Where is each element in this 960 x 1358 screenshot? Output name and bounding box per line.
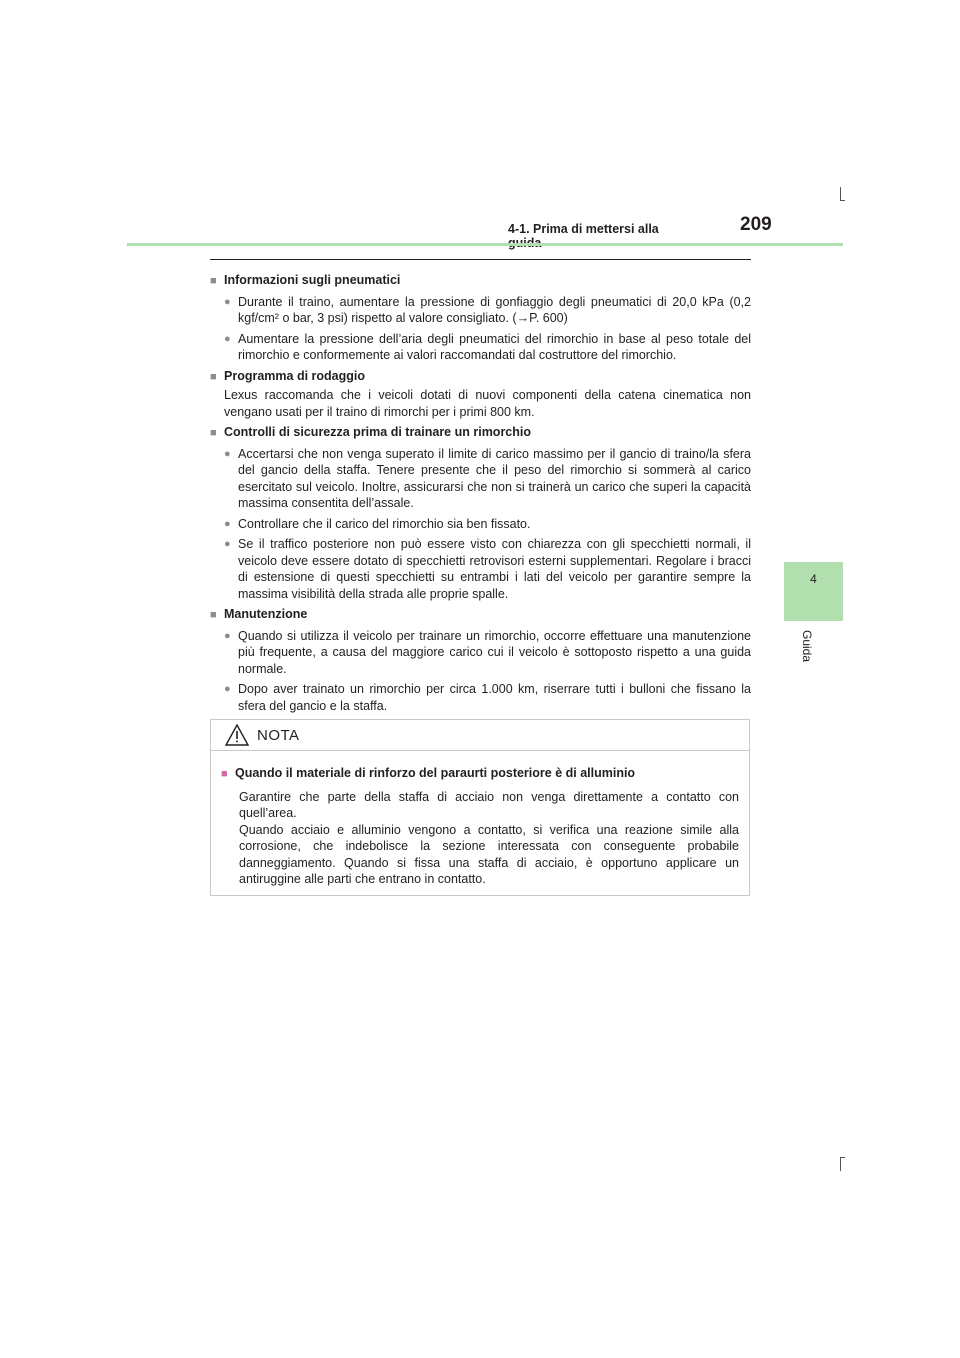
list-item <box>224 294 751 327</box>
section-heading <box>210 606 751 624</box>
round-bullet-icon: ● <box>224 538 231 550</box>
section-title: Controlli di sicurezza prima di trainare un rimorchio <box>224 425 532 439</box>
list-item-text: Se il traffico posteriore non può essere visto con chiarezza con gli specchietti normali, il veicolo deve essere dotato di specchietti retrovisori esterni supplementari. Regolare i bracci di estensione di questi specchietti su entrambi i lati del veicolo per garantire sempre la massima visibilità della strada alle proprie spalle. <box>238 537 751 601</box>
note-header <box>211 720 749 751</box>
crop-mark-top <box>840 187 841 201</box>
list-item <box>224 628 751 678</box>
crop-mark-top-tick <box>840 200 845 201</box>
list-item <box>224 681 751 714</box>
header-section-title: 4-1. Prima di mettersi alla <box>508 222 659 236</box>
note-title: NOTA <box>257 726 300 744</box>
round-bullet-icon: ● <box>224 629 231 642</box>
note-heading <box>221 765 739 783</box>
list-item-text: Durante il traino, aumentare la pressione di gonfiaggio degli pneumatici di 20,0 kPa (0,2 kgf/cm² o bar, 3 psi) rispetto al valore consigliato. (→P. 600) <box>238 294 751 325</box>
round-bullet-icon: ● <box>224 683 231 695</box>
square-bullet-icon: ■ <box>210 275 217 287</box>
chapter-label-text: Guida <box>800 630 814 663</box>
main-content <box>210 268 751 714</box>
section-paragraph: Lexus raccomanda che i veicoli dotati di nuovi componenti della catena cinematica non vengano usati per il traino di rimorchi per i primi 800 km. <box>224 388 751 419</box>
note-heading-text: Quando il materiale di rinforzo del paraurti posteriore è di alluminio <box>235 766 636 780</box>
square-bullet-icon: ■ <box>221 768 228 780</box>
section-heading <box>210 424 751 442</box>
note-body <box>211 751 749 888</box>
header-rule <box>127 243 843 246</box>
section-title: Informazioni sugli pneumatici <box>224 273 401 287</box>
list-item-text: Aumentare la pressione dell’aria degli pneumatici del rimorchio in base al peso totale del rimorchio e conformemente ai valori raccomandati dal costruttore del rimorchio. <box>238 331 751 362</box>
section-heading <box>210 368 751 386</box>
list-item-text: Controllare che il carico del rimorchio sia ben fissato. <box>238 516 531 531</box>
crop-mark-bottom-tick <box>840 1157 845 1158</box>
chapter-tab <box>784 562 843 621</box>
note-paragraph: Garantire che parte della staffa di acciaio non venga direttamente a contatto con quell’area. <box>239 789 739 820</box>
note-paragraph: Quando acciaio e alluminio vengono a contatto, si verifica una reazione simile alla corrosione, che indebolisce la sezione interessata con conseguente probabile danneggiamento. Quando si fissa una staffa di acciaio, è opportuno applicare un antiruggine alle parti che entrano in contatto. <box>239 822 739 886</box>
list-item-text: Quando si utilizza il veicolo per trainare un rimorchio, occorre effettuare una manutenzione più frequente, a causa del maggiore carico cui il veicolo è sottoposto rispetto a una guida normale. <box>238 628 751 676</box>
square-bullet-icon: ■ <box>210 427 217 439</box>
list-item <box>224 331 751 364</box>
round-bullet-icon: ● <box>224 332 231 345</box>
list-item-text: Dopo aver trainato un rimorchio per circa 1.000 km, riserrare tutti i bulloni che fissano la sfera del gancio e la staffa. <box>238 682 751 713</box>
section-heading <box>210 272 751 290</box>
chapter-label <box>798 630 816 690</box>
crop-mark-bottom <box>840 1157 841 1171</box>
section-title: Manutenzione <box>224 607 308 621</box>
square-bullet-icon: ■ <box>210 370 217 383</box>
square-bullet-icon: ■ <box>210 609 217 621</box>
round-bullet-icon: ● <box>224 295 231 308</box>
list-item <box>224 536 751 602</box>
round-bullet-icon: ● <box>224 517 231 530</box>
list-item <box>224 516 751 533</box>
page-number: 209 <box>740 214 772 235</box>
content-top-rule <box>210 259 751 260</box>
section-title: Programma di rodaggio <box>224 368 365 383</box>
chapter-tab-number: 4 <box>810 572 817 586</box>
list-item-text: Accertarsi che non venga superato il limite di carico massimo per il gancio di traino/la sfera del gancio della staffa. Tenere presente che il peso del rimorchio si sommerà al carico esercitato sul veicolo. Inoltre, assicurarsi che non si trainerà un carico che superi la capacità massima consentita dell’assale. <box>238 446 751 510</box>
warning-triangle-icon <box>225 724 249 746</box>
round-bullet-icon: ● <box>224 447 231 460</box>
note-box <box>210 719 750 896</box>
list-item <box>224 446 751 512</box>
